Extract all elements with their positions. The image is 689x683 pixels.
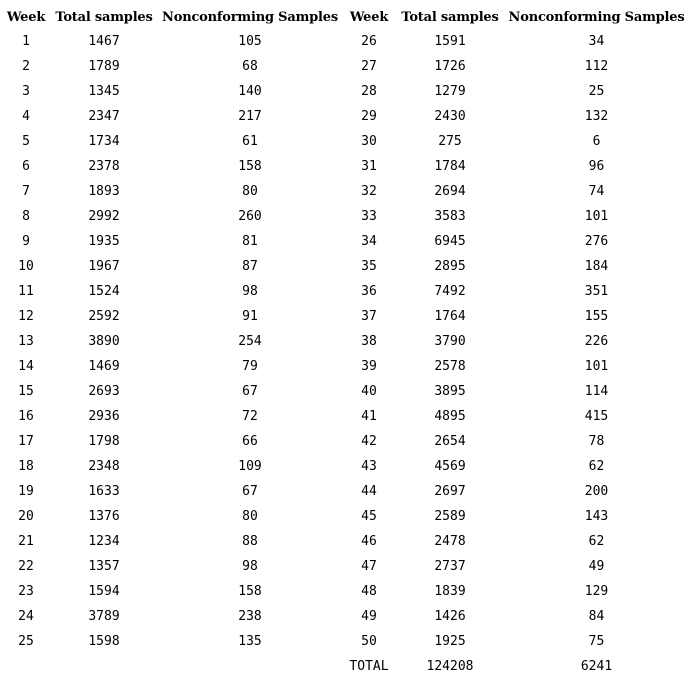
- cell-nonconforming-samples: 158: [238, 159, 262, 174]
- cell-week: 31: [361, 159, 377, 174]
- cell-total-samples: 4569: [434, 459, 466, 474]
- cell-week: 17: [18, 434, 34, 449]
- cell-nonconforming-samples: 49: [588, 559, 605, 574]
- table-row: [2, 79, 689, 104]
- cell-nonconforming-samples: 143: [584, 509, 609, 524]
- cell-week: 8: [22, 209, 30, 224]
- cell-nonconforming-samples: 96: [588, 159, 605, 174]
- cell-week: 5: [22, 134, 30, 149]
- cell-nonconforming-samples: 67: [242, 384, 258, 399]
- cell-total-samples: 1633: [88, 484, 120, 499]
- cell-total-samples: 275: [438, 134, 462, 149]
- cell-week: 13: [18, 334, 34, 349]
- cell-total-samples: 2348: [88, 459, 120, 474]
- cell-nonconforming-samples: 80: [242, 509, 258, 524]
- cell-nonconforming-samples: 81: [242, 234, 258, 249]
- table-row: [2, 54, 689, 79]
- cell-total-samples: 1594: [88, 584, 120, 599]
- cell-nonconforming-samples: 184: [584, 259, 609, 274]
- cell-total-samples: 2992: [88, 209, 120, 224]
- cell-week: 45: [361, 509, 377, 524]
- cell-nonconforming-samples: 158: [238, 584, 262, 599]
- cell-week: 27: [361, 59, 377, 74]
- cell-nonconforming-samples: 62: [588, 459, 605, 474]
- cell-total-samples: 3890: [88, 334, 120, 349]
- cell-week: 10: [18, 259, 34, 274]
- cell-nonconforming-samples: 74: [588, 184, 605, 199]
- cell-week: 24: [18, 609, 34, 624]
- cell-total-samples: 1469: [88, 359, 120, 374]
- cell-nonconforming-samples: 226: [584, 334, 609, 349]
- cell-total-samples: 1784: [434, 159, 466, 174]
- cell-nonconforming-samples: 62: [588, 534, 605, 549]
- cell-total-samples: 4895: [434, 409, 466, 424]
- table-row: [2, 429, 689, 454]
- cell-total-samples: 1967: [88, 259, 120, 274]
- cell-total-samples: 1789: [88, 59, 120, 74]
- cell-total-samples: 2478: [434, 534, 466, 549]
- table-row: [2, 104, 689, 129]
- cell-week: 9: [22, 234, 30, 249]
- cell-total-samples: 1798: [88, 434, 120, 449]
- cell-total-samples: 2936: [88, 409, 120, 424]
- cell-nonconforming-samples: 140: [238, 84, 262, 99]
- cell-week: 49: [361, 609, 377, 624]
- table-row: [2, 479, 689, 504]
- table-row: [2, 154, 689, 179]
- cell-week: 47: [361, 559, 377, 574]
- cell-week: 12: [18, 309, 34, 324]
- cell-nonconforming-samples: 98: [242, 559, 258, 574]
- cell-nonconforming-samples: 155: [584, 309, 609, 324]
- cell-week: 37: [361, 309, 377, 324]
- header-nonconforming-samples: Nonconforming Samples: [162, 9, 338, 25]
- cell-total-samples: 3790: [434, 334, 466, 349]
- cell-nonconforming-samples: 415: [584, 409, 609, 424]
- cell-nonconforming-samples: 200: [584, 484, 609, 499]
- cell-week: 4: [22, 109, 30, 124]
- cell-nonconforming-samples: 84: [588, 609, 605, 624]
- cell-total-samples: 6945: [434, 234, 466, 249]
- cell-total-samples: 2430: [434, 109, 466, 124]
- table-row: [2, 604, 689, 629]
- cell-nonconforming-samples: 87: [242, 259, 258, 274]
- cell-week: 36: [361, 284, 377, 299]
- table-row: [2, 29, 689, 54]
- cell-nonconforming-samples: 112: [584, 59, 609, 74]
- cell-week: 48: [361, 584, 377, 599]
- cell-week: 30: [361, 134, 377, 149]
- cell-total-samples: 1467: [88, 34, 120, 49]
- cell-nonconforming-samples: 105: [238, 34, 262, 49]
- cell-nonconforming-samples: 101: [584, 359, 609, 374]
- cell-week: 7: [22, 184, 30, 199]
- cell-total-samples: 2589: [434, 509, 466, 524]
- samples-table: [2, 5, 689, 679]
- header-nonconforming-samples: Nonconforming Samples: [508, 9, 685, 25]
- cell-nonconforming-samples: 79: [242, 359, 258, 374]
- table-row: [2, 379, 689, 404]
- cell-total-samples: 1591: [434, 34, 466, 49]
- cell-week: 35: [361, 259, 377, 274]
- cell-week: 21: [18, 534, 34, 549]
- cell-total-samples: 2654: [434, 434, 466, 449]
- cell-nonconforming-samples: 91: [242, 309, 258, 324]
- table-row: [2, 454, 689, 479]
- cell-nonconforming-samples: 276: [584, 234, 609, 249]
- cell-nonconforming-samples: 72: [242, 409, 258, 424]
- cell-total-samples: 1345: [88, 84, 120, 99]
- header-total-samples: Total samples: [55, 9, 153, 25]
- cell-total-samples: 1925: [434, 634, 466, 649]
- cell-week: 39: [361, 359, 377, 374]
- table-row: [2, 554, 689, 579]
- cell-nonconforming-samples: 66: [242, 434, 258, 449]
- cell-week: 28: [361, 84, 377, 99]
- cell-week: 42: [361, 434, 377, 449]
- cell-week: 6: [22, 159, 30, 174]
- cell-nonconforming-samples: 109: [238, 459, 262, 474]
- cell-week: 2: [22, 59, 30, 74]
- cell-nonconforming-samples: 351: [584, 284, 609, 299]
- cell-week: 38: [361, 334, 377, 349]
- header-row: [2, 5, 689, 29]
- cell-nonconforming-samples: 114: [584, 384, 609, 399]
- cell-nonconforming-samples: 238: [238, 609, 262, 624]
- cell-week: 14: [18, 359, 34, 374]
- table-row: [2, 179, 689, 204]
- cell-nonconforming-samples: 78: [588, 434, 605, 449]
- cell-week: 32: [361, 184, 377, 199]
- cell-total-samples: 2895: [434, 259, 466, 274]
- cell-total-samples: 3895: [434, 384, 466, 399]
- cell-week: 3: [22, 84, 30, 99]
- cell-total-samples: 1734: [88, 134, 120, 149]
- table-row: [2, 404, 689, 429]
- cell-total-samples: 1893: [88, 184, 120, 199]
- cell-week: 23: [18, 584, 34, 599]
- cell-total-samples: 2592: [88, 309, 120, 324]
- cell-nonconforming-samples: 34: [588, 34, 605, 49]
- cell-total-samples: 2694: [434, 184, 466, 199]
- cell-nonconforming-samples: 61: [242, 134, 258, 149]
- cell-total-samples: 1935: [88, 234, 120, 249]
- table-row: [2, 579, 689, 604]
- table-row: [2, 254, 689, 279]
- cell-nonconforming-samples: 129: [584, 584, 609, 599]
- cell-nonconforming-samples: 101: [584, 209, 609, 224]
- cell-week: 50: [361, 634, 377, 649]
- cell-nonconforming-samples: 67: [242, 484, 258, 499]
- cell-nonconforming-samples: 25: [588, 84, 605, 99]
- cell-nonconforming-samples: 217: [238, 109, 262, 124]
- table-row: [2, 279, 689, 304]
- cell-nonconforming-samples: 135: [238, 634, 262, 649]
- cell-total-samples: 2378: [88, 159, 120, 174]
- cell-total-samples: 1598: [88, 634, 120, 649]
- cell-week: 22: [18, 559, 34, 574]
- cell-nonconforming-samples: 132: [584, 109, 609, 124]
- table-row: [2, 529, 689, 554]
- cell-total-samples: 1234: [88, 534, 120, 549]
- cell-total-samples: 1839: [434, 584, 466, 599]
- cell-total-samples: 3789: [88, 609, 120, 624]
- table-row: [2, 304, 689, 329]
- total-nonconforming-value: 6241: [580, 659, 613, 674]
- cell-total-samples: 2347: [88, 109, 120, 124]
- header-total-samples: Total samples: [401, 9, 499, 25]
- cell-week: 44: [361, 484, 377, 499]
- cell-total-samples: 1426: [434, 609, 466, 624]
- table-row: [2, 629, 689, 654]
- table-row: [2, 329, 689, 354]
- cell-week: 15: [18, 384, 34, 399]
- cell-total-samples: 1524: [88, 284, 120, 299]
- cell-week: 26: [361, 34, 377, 49]
- cell-week: 43: [361, 459, 377, 474]
- cell-nonconforming-samples: 80: [242, 184, 258, 199]
- header-week: Week: [6, 9, 46, 25]
- cell-nonconforming-samples: 6: [592, 134, 601, 149]
- table-row: [2, 354, 689, 379]
- cell-nonconforming-samples: 98: [242, 284, 258, 299]
- table-row: [2, 129, 689, 154]
- cell-week: 18: [18, 459, 34, 474]
- cell-nonconforming-samples: 75: [588, 634, 605, 649]
- cell-nonconforming-samples: 88: [242, 534, 258, 549]
- table-row: [2, 204, 689, 229]
- cell-week: 40: [361, 384, 377, 399]
- cell-week: 25: [18, 634, 34, 649]
- cell-week: 16: [18, 409, 34, 424]
- cell-nonconforming-samples: 68: [242, 59, 258, 74]
- cell-total-samples: 3583: [434, 209, 466, 224]
- cell-total-samples: 2693: [88, 384, 120, 399]
- cell-total-samples: 7492: [434, 284, 466, 299]
- table-row: [2, 229, 689, 254]
- cell-week: 29: [361, 109, 377, 124]
- cell-nonconforming-samples: 260: [238, 209, 262, 224]
- table-body: [2, 29, 689, 654]
- cell-total-samples: 1764: [434, 309, 466, 324]
- cell-total-samples: 1376: [88, 509, 120, 524]
- cell-week: 41: [361, 409, 377, 424]
- total-samples-value: 124208: [426, 659, 474, 674]
- cell-week: 11: [18, 284, 34, 299]
- total-label: TOTAL: [349, 659, 389, 674]
- cell-week: 33: [361, 209, 377, 224]
- cell-total-samples: 2578: [434, 359, 466, 374]
- table-row: [2, 504, 689, 529]
- cell-week: 1: [22, 34, 30, 49]
- cell-week: 19: [18, 484, 34, 499]
- cell-week: 20: [18, 509, 34, 524]
- cell-total-samples: 1357: [88, 559, 120, 574]
- cell-total-samples: 1279: [434, 84, 466, 99]
- cell-week: 34: [361, 234, 377, 249]
- cell-total-samples: 2737: [434, 559, 466, 574]
- total-row: [2, 654, 689, 679]
- cell-week: 46: [361, 534, 377, 549]
- cell-total-samples: 2697: [434, 484, 466, 499]
- header-week: Week: [349, 9, 389, 25]
- cell-total-samples: 1726: [434, 59, 466, 74]
- cell-nonconforming-samples: 254: [238, 334, 262, 349]
